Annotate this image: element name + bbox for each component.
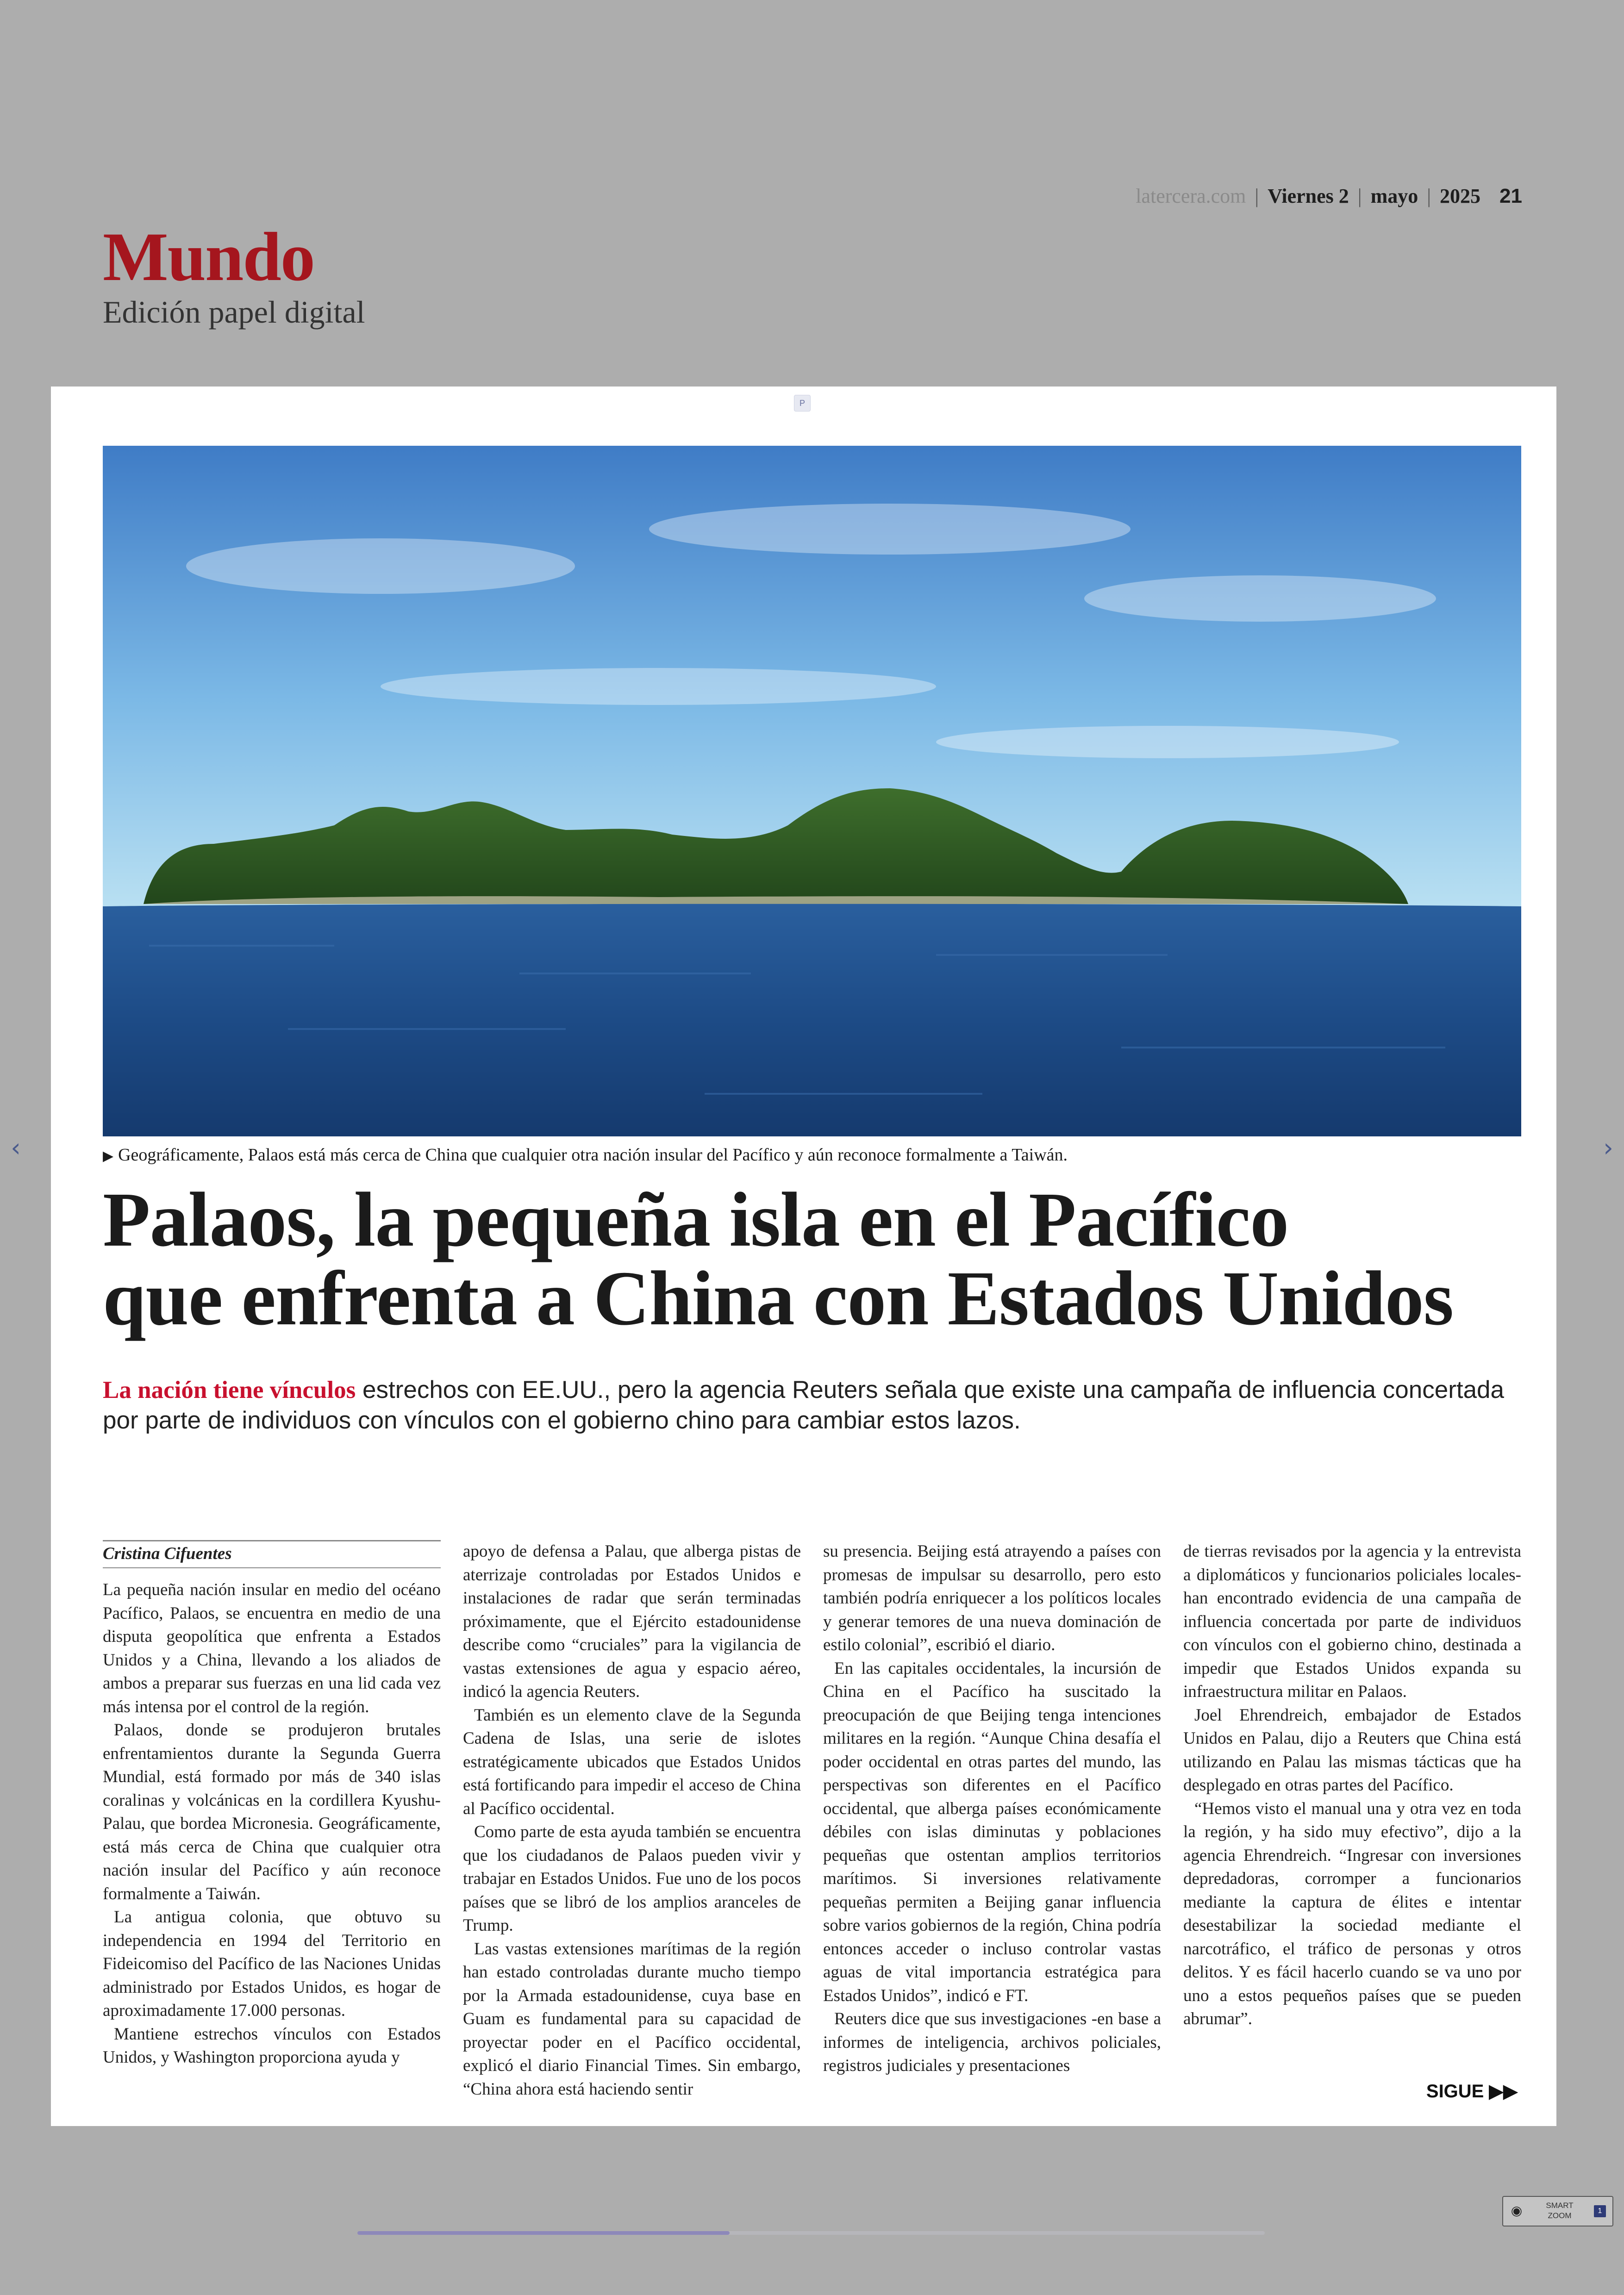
smart-zoom-label [1541,2201,1578,2221]
section-title: Mundo [103,218,314,295]
newspaper-page[interactable] [51,387,1556,2126]
continue-link[interactable]: SIGUE ▶▶ [1426,2081,1518,2102]
smart-zoom-label-line-2: ZOOM [1548,2211,1572,2220]
paragraph: Joel Ehrendreich, embajador de Estados Unidos en Palau, dijo a Reuters que China está utilizando en Palau las mismas tácticas que ha desplegado en otras partes del Pacífico. [1183,1705,1521,1795]
article-column-4 [1183,1540,1521,2031]
page-marker-icon[interactable]: P [794,395,811,412]
paragraph: Como parte de esta ayuda también se encuentra que los ciudadanos de Palaos pueden vivir y trabajar en Estados Unidos. Fue uno de los pocos países que se libró de los amplios aranceles de Trump. [463,1822,801,1935]
photo-caption [103,1145,1521,1165]
year: 2025 [1440,185,1481,207]
site-name[interactable]: latercera.com [1136,185,1246,207]
byline: Cristina Cifuentes [103,1540,441,1568]
section-subtitle: Edición papel digital [103,294,365,330]
paragraph: Palaos, donde se produjeron brutales enfrentamientos durante la Segunda Guerra Mundial, está formado por más de 340 islas coralinas y volcánicas en la cordillera Kyushu-Palau, que bordea Micronesia. Geográficamente, está más cerca de China que cualquier otra nación insular del Pacífico y aún reconoce formalmente a Taiwán. [103,1721,441,1903]
article-column-2 [463,1540,801,2101]
caption-text: Geográficamente, Palaos está más cerca de China que cualquier otra nación insular del Pacífico y aún reconoce formalmente a Taiwán. [118,1145,1068,1165]
separator: | [1357,185,1362,207]
paragraph: La antigua colonia, que obtuvo su independencia en 1994 del Territorio en Fideicomiso del Pacífico de las Naciones Unidas administrado por Estados Unidos, es hogar de aproximadamente 17.000 personas. [103,1908,441,2020]
reading-progress-bar[interactable] [357,2231,1265,2235]
chevron-right-icon[interactable]: › [1603,1133,1613,1162]
paragraph: Reuters dice que sus investigaciones -en base a informes de inteligencia, archivos policiales, registros judiciales y presentaciones [823,2009,1161,2075]
article-column-3 [823,1540,1161,2078]
eye-icon: ◉ [1511,2203,1523,2218]
paragraph: “Hemos visto el manual una y otra vez en toda la región, y ha sido muy efectivo”, dijo a la agencia Ehrendreich. “Ingresar con inversiones depredadoras, corromper a funcionarios mediante la captura de élites e intentar desestabilizar la sociedad mediante el narcotráfico, el tráfico de personas y otros delitos. Y es fácil hacerlo cuando se va uno por uno a estos pequeños países que se pueden abrumar”. [1183,1799,1521,2028]
month: mayo [1370,185,1418,207]
paragraph: También es un elemento clave de la Segunda Cadena de Islas, una serie de islotes estratégicamente ubicados que Estados Unidos está fortificando para impedir el acceso de China al Pacífico occidental. [463,1705,801,1818]
paragraph: Las vastas extensiones marítimas de la región han estado controladas durante mucho tiempo por la Armada estadounidense, cuya base en Guam es fundamental para su capacidad de proyectar poder en el Pacífico occidental, explicó el diario Financial Times. Sin embargo, “China ahora está haciendo sentir [463,1939,801,2099]
lede-highlight: La nación tiene vínculos [103,1377,356,1403]
masthead [0,0,1624,370]
headline-line-2: que enfrenta a China con Estados Unidos [103,1255,1454,1341]
smart-zoom-label-line-1: SMART [1546,2201,1574,2210]
smart-zoom-button[interactable] [1502,2196,1613,2226]
paragraph: apoyo de defensa a Palau, que alberga pistas de aterrizaje controladas por Estados Unidos e instalaciones de radar que serán terminadas próximamente, que el Ejército estadounidense describe como “cruciales” para la vigilancia de vastas extensiones de agua y espacio aéreo, indicó la agencia Reuters. [463,1542,801,1701]
paragraph: su presencia. Beijing está atrayendo a países con promesas de impulsar su desarrollo, pero esto también podría enriquecer a los políticos locales y generar temores de una nueva dominación de estilo colonial”, escribió el diario. [823,1542,1161,1654]
weekday: Viernes 2 [1268,185,1349,207]
dateline [1136,184,1522,208]
paragraph: de tierras revisados por la agencia y la entrevista a diplomáticos y funcionarios policiales locales- han encontrado evidencia de una campaña de influencia concertada por parte de individuos con vínculos con el gobierno chino, destinada a impedir que Estados Unidos expanda su infraestructura militar en Palaos. [1183,1542,1521,1701]
lede-text: estrechos con EE.UU., pero la agencia Reuters señala que existe una campaña de influencia concertada por parte de individuos con vínculos con el gobierno chino para cambiar estos lazos. [103,1376,1504,1434]
paragraph: Mantiene estrechos vínculos con Estados Unidos, y Washington proporciona ayuda y [103,2024,441,2067]
lede [103,1375,1521,1436]
chevron-left-icon[interactable]: ‹ [11,1133,21,1162]
reading-progress-fill [357,2231,730,2235]
page-number: 21 [1499,185,1522,207]
headline-line-1: Palaos, la pequeña isla en el Pacífico [103,1177,1289,1263]
paragraph: La pequeña nación insular en medio del océano Pacífico, Palaos, se encuentra en medio de una disputa geopolítica que enfrenta a Estados Unidos y a China, llevando a los aliados de ambos a preparar sus fuerzas en una lid cada vez más intensa por el control de la región. [103,1580,441,1716]
article-column-1 [103,1540,441,2070]
island-photo [103,446,1521,1136]
caption-marker-icon: ▶ [103,1148,114,1164]
smart-zoom-badge: 1 [1594,2205,1606,2217]
paragraph: En las capitales occidentales, la incursión de China en el Pacífico ha suscitado la preocupación de que Beijing tenga intenciones militares en la región. “Aunque China desafía el poder occidental en otras partes del mundo, las perspectivas son diferentes en el Pacífico occidental, que alberga países económicamente débiles con islas diminutas y poblaciones pequeñas que ostentan amplios territorios marítimos. Si inversiones relativamente pequeñas permiten a Beijing ganar influencia sobre varios gobiernos de la región, China podría entonces acceder o incluso controlar vastas aguas de vital importancia estratégica para Estados Unidos”, indicó e FT. [823,1659,1161,2005]
separator: | [1427,185,1431,207]
headline [103,1177,1538,1341]
separator: | [1255,185,1259,207]
